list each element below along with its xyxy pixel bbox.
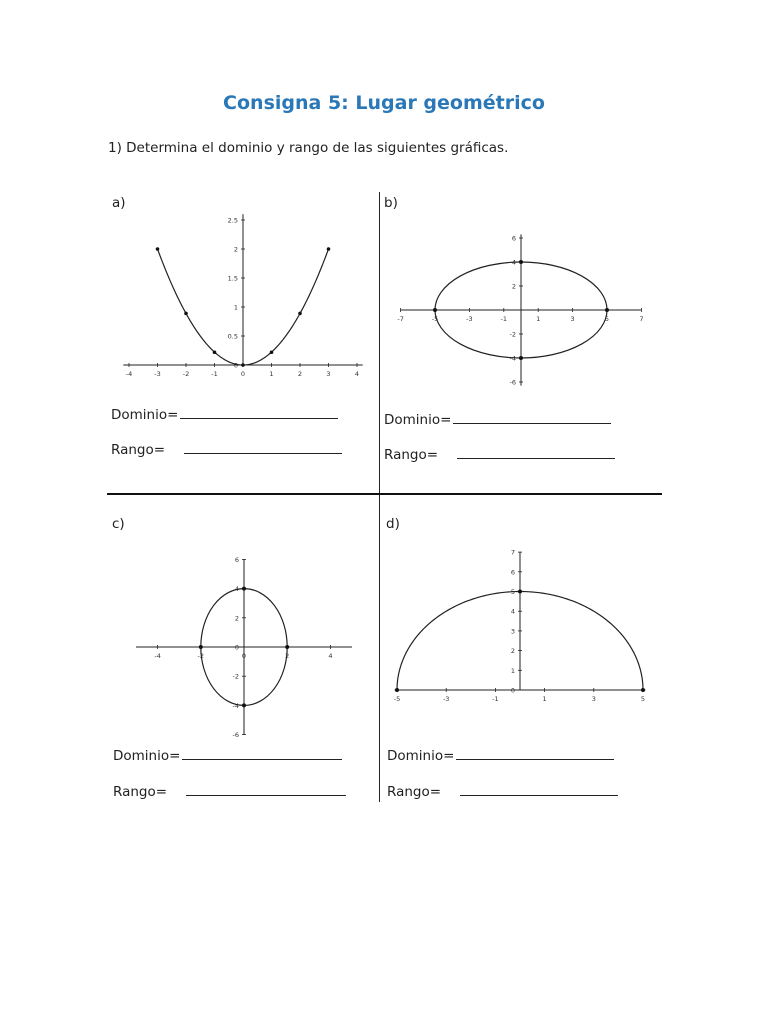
x-tick-label: -1: [211, 370, 218, 378]
rango-b: [384, 446, 615, 463]
x-tick-label: 4: [328, 652, 333, 660]
y-tick-label: 1.5: [227, 274, 238, 283]
y-tick-label: 6: [510, 568, 515, 577]
dominio-d: [387, 747, 614, 764]
dominio-c: [113, 747, 342, 764]
vertical-divider-bottom: [379, 495, 380, 802]
dominio-b-blank[interactable]: [453, 411, 611, 424]
data-point: [242, 587, 246, 591]
dominio-b: [384, 411, 611, 428]
data-point: [605, 308, 609, 312]
y-tick-label: 6: [511, 234, 516, 243]
x-tick-label: 1: [542, 695, 547, 703]
data-point: [395, 688, 399, 692]
graph-b: [393, 230, 651, 392]
y-tick-label: 3: [510, 627, 515, 636]
x-tick-label: -2: [182, 370, 190, 378]
x-tick-label: 1: [536, 315, 541, 323]
data-point: [184, 312, 188, 316]
x-tick-label: 3: [570, 315, 575, 323]
y-tick-label: 7: [510, 548, 515, 557]
y-tick-label: 0: [234, 643, 239, 652]
data-point: [285, 645, 289, 649]
dominio-a-blank[interactable]: [180, 406, 338, 419]
y-tick-label: -2: [232, 672, 239, 681]
data-point: [641, 688, 645, 692]
y-tick-label: 4: [510, 607, 515, 616]
y-tick-label: 6: [234, 555, 239, 564]
data-point: [519, 260, 523, 264]
dominio-d-blank[interactable]: [456, 747, 614, 760]
x-tick-label: 3: [591, 695, 596, 703]
rango-b-blank[interactable]: [457, 446, 615, 459]
data-point: [327, 247, 331, 251]
y-tick-label: -2: [509, 330, 516, 339]
horizontal-divider: [107, 493, 662, 495]
x-tick-label: -5: [431, 315, 439, 323]
graph-a: [118, 212, 368, 387]
panel-d-label: d): [386, 516, 400, 532]
y-tick-label: 2: [234, 614, 239, 623]
rango-label: Rango=: [384, 447, 439, 463]
rango-d-blank[interactable]: [460, 783, 618, 796]
x-tick-label: -5: [393, 695, 401, 703]
x-tick-label: 2: [297, 370, 303, 378]
x-tick-label: -4: [154, 652, 161, 660]
x-tick-label: 1: [269, 370, 274, 378]
x-tick-label: -3: [466, 315, 473, 323]
x-tick-label: -1: [492, 695, 499, 703]
x-tick-label: 5: [640, 695, 646, 703]
dominio-label: Dominio=: [113, 748, 181, 764]
rango-c-blank[interactable]: [186, 783, 346, 796]
y-tick-label: 0: [510, 686, 515, 695]
y-tick-label: -6: [232, 731, 239, 740]
dominio-c-blank[interactable]: [182, 747, 342, 760]
rango-a: [111, 441, 342, 458]
page-title: Consigna 5: Lugar geométrico: [223, 92, 545, 114]
vertical-divider-top: [379, 192, 380, 495]
x-tick-label: 3: [326, 370, 331, 378]
panel-a-label: a): [112, 195, 126, 211]
data-point: [298, 312, 302, 316]
graph-d: [388, 545, 654, 707]
y-tick-label: 0.5: [227, 332, 238, 341]
instruction-text: 1) Determina el dominio y rango de las siguientes gráficas.: [108, 140, 509, 156]
y-tick-label: -6: [509, 378, 516, 387]
data-point: [156, 247, 160, 251]
x-tick-label: -3: [154, 370, 161, 378]
y-tick-label: 1: [510, 666, 515, 675]
x-tick-label: -2: [197, 652, 205, 660]
y-tick-label: 2: [510, 647, 515, 656]
data-point: [241, 363, 245, 367]
x-tick-label: 7: [639, 315, 644, 323]
x-tick-label: 0: [241, 652, 247, 660]
data-point: [270, 350, 274, 354]
panel-c-label: c): [112, 516, 125, 532]
dominio-label: Dominio=: [387, 748, 455, 764]
data-point: [433, 308, 437, 312]
x-tick-label: -4: [125, 370, 133, 378]
data-point: [519, 356, 523, 360]
y-tick-label: 1: [233, 303, 238, 312]
rango-a-blank[interactable]: [184, 441, 342, 454]
rango-d: [387, 783, 618, 800]
data-point: [518, 590, 522, 594]
x-tick-label: -7: [397, 315, 404, 323]
y-tick-label: -4: [232, 701, 239, 710]
y-tick-label: 5: [510, 588, 515, 596]
y-tick-label: 4: [234, 585, 239, 594]
dominio-label: Dominio=: [111, 407, 179, 423]
y-tick-label: 2.5: [227, 216, 238, 225]
data-point: [199, 645, 203, 649]
data-point: [242, 703, 246, 707]
x-tick-label: 5: [604, 315, 610, 323]
data-point: [213, 350, 217, 354]
rango-label: Rango=: [111, 442, 166, 458]
y-tick-label: 2: [511, 282, 516, 291]
y-tick-label: 0: [233, 361, 238, 370]
rango-label: Rango=: [113, 784, 168, 800]
y-tick-label: 2: [233, 245, 238, 254]
x-tick-label: -3: [442, 695, 450, 703]
y-tick-label: 4: [511, 258, 516, 267]
rango-c: [113, 783, 346, 800]
x-tick-label: 4: [354, 370, 360, 378]
graph-c: [130, 552, 358, 740]
dominio-label: Dominio=: [384, 412, 452, 428]
panel-b-label: b): [384, 195, 398, 211]
x-tick-label: 0: [240, 370, 246, 378]
y-tick-label: -4: [509, 354, 516, 363]
x-tick-label: -1: [500, 315, 508, 323]
dominio-a: [111, 406, 338, 423]
x-tick-label: 2: [285, 652, 290, 660]
rango-label: Rango=: [387, 784, 442, 800]
